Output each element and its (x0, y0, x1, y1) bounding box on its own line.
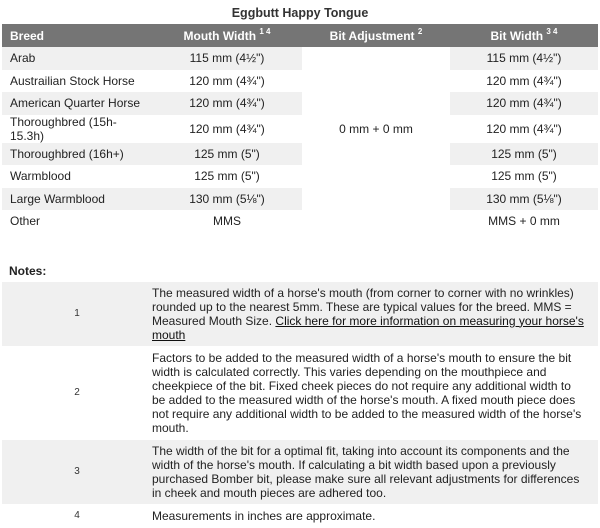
mouth-width-cell: MMS (152, 210, 302, 233)
header-bit-width (450, 24, 598, 47)
mouth-width-cell: 125 mm (5") (152, 165, 302, 188)
mouth-width-cell: 120 mm (4¾") (152, 92, 302, 115)
notes-heading: Notes: (9, 263, 47, 278)
note-number: 2 (2, 346, 152, 439)
mouth-width-cell: 120 mm (4¾") (152, 115, 302, 143)
note-row (2, 346, 598, 439)
breed-cell: Thoroughbred (16h+) (2, 143, 152, 166)
notes-table (2, 282, 598, 528)
bit-width-cell: 125 mm (5") (450, 165, 598, 188)
bit-width-cell: 125 mm (5") (450, 143, 598, 166)
measuring-mouth-link[interactable]: Click here for more information on measuring your horse's mouth (152, 313, 584, 342)
note-text: Measurements in inches are approximate. (152, 504, 598, 527)
mouth-width-cell: 115 mm (4½") (152, 47, 302, 70)
header-mouth-width-label: Mouth Width (183, 28, 257, 43)
table-row (2, 70, 598, 93)
mouth-width-cell: 120 mm (4¾") (152, 70, 302, 93)
header-bit-adjustment-label: Bit Adjustment (329, 28, 415, 43)
bit-size-table (2, 24, 598, 233)
mouth-width-cell: 130 mm (5⅛") (152, 188, 302, 211)
note-text: The width of the bit for a optimal fit, taking into account its components and the width of the horse's mouth. If calculating a bit width based upon a previously purchased Bomber bit, please make sure all relevant adjustments for differences in cheek and mouth pieces are adhered too. (152, 439, 598, 504)
breed-cell: American Quarter Horse (2, 92, 152, 115)
breed-cell: Thoroughbred (15h-15.3h) (2, 115, 152, 143)
bit-width-cell: 130 mm (5⅛") (450, 188, 598, 211)
table-row (2, 47, 598, 70)
table-header-row (2, 24, 598, 47)
bit-width-cell: 120 mm (4¾") (450, 70, 598, 93)
bit-width-cell: MMS + 0 mm (450, 210, 598, 233)
bit-width-cell: 120 mm (4¾") (450, 92, 598, 115)
note-number: 1 (2, 282, 152, 347)
breed-cell: Austrailian Stock Horse (2, 70, 152, 93)
bit-adjustment-empty-cell (302, 210, 450, 233)
note-row (2, 282, 598, 347)
header-bit-adjustment-sup: 2 (417, 26, 423, 36)
note-row (2, 504, 598, 527)
header-mouth-width-sup: 1 4 (259, 26, 271, 36)
table-row (2, 92, 598, 115)
table-row (2, 143, 598, 166)
table-row (2, 115, 598, 143)
table-row (2, 165, 598, 188)
note-number: 4 (2, 504, 152, 527)
note-text (152, 282, 598, 347)
header-bit-width-label: Bit Width (490, 28, 544, 43)
breed-cell: Large Warmblood (2, 188, 152, 211)
bit-width-cell: 120 mm (4¾") (450, 115, 598, 143)
note-text: Factors to be added to the measured width of a horse's mouth to ensure the bit width is calculated correctly. This varies depending on the mouthpiece and cheekpiece of the bit. Fixed cheek pieces do not require any additional width to be added to the measured width of the horse's mouth. A fixed mouth piece does not require any additional width to be added to the measured width of the horse's mouth. (152, 346, 598, 439)
breed-cell: Warmblood (2, 165, 152, 188)
header-bit-adjustment (302, 24, 450, 47)
bit-width-cell: 115 mm (4½") (450, 47, 598, 70)
header-bit-width-sup: 3 4 (546, 26, 558, 36)
breed-cell: Arab (2, 47, 152, 70)
header-mouth-width (152, 24, 302, 47)
table-row (2, 210, 598, 233)
breed-cell: Other (2, 210, 152, 233)
note-number: 3 (2, 439, 152, 504)
table-row (2, 188, 598, 211)
note-text-body: The measured width of a horse's mouth (from corner to corner with no wrinkles) rounded up to the nearest 5mm. These are typical values for the breed. MMS = Measured Mouth Size. (152, 285, 574, 328)
header-breed-label: Breed (10, 28, 45, 43)
mouth-width-cell: 125 mm (5") (152, 143, 302, 166)
note-row (2, 439, 598, 504)
bit-adjustment-cell: 0 mm + 0 mm (302, 47, 450, 210)
page-title: Eggbutt Happy Tongue (231, 6, 369, 20)
header-breed (2, 24, 152, 47)
